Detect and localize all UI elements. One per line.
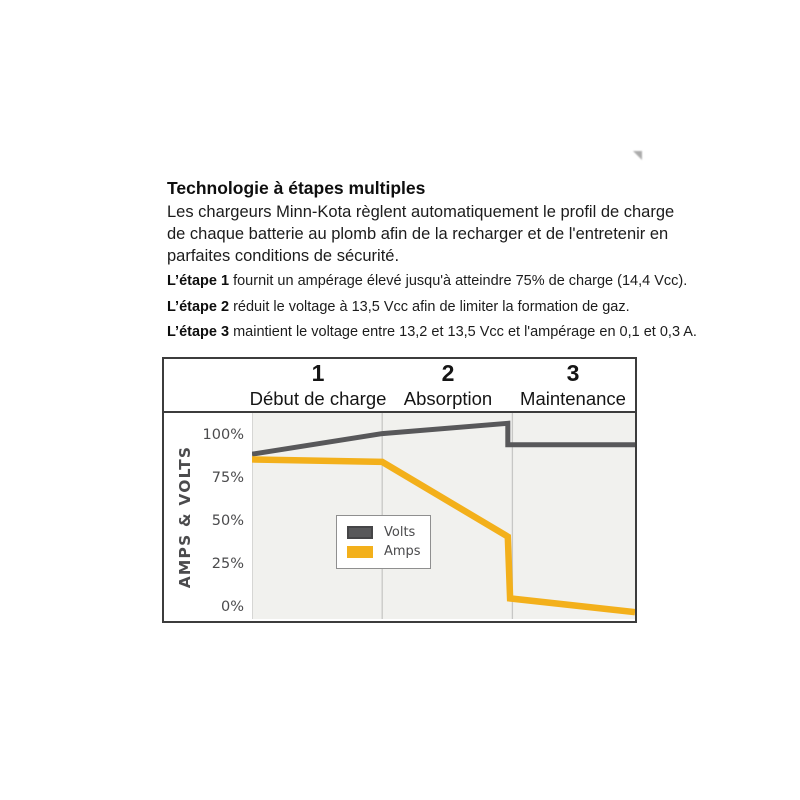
stage-1-number: 1 [311,360,325,386]
step-line-3 [167,320,697,346]
intro-line: parfaites conditions de sécurité. [167,247,400,265]
plot-area [252,413,635,619]
charge-profile-chart [162,357,637,623]
legend-item-volts [347,526,430,540]
steps-list [167,269,697,346]
stage-3-label: Maintenance [520,388,626,409]
volts-swatch [347,526,373,539]
step-3-text: maintient le voltage entre 13,2 et 13,5 Vcc et l'ampérage en 0,1 et 0,3 A. [233,324,697,340]
y-axis-ticks [164,413,248,619]
stage-2-number: 2 [441,360,455,386]
step-1-text: fournit un ampérage élevé jusqu'à atteindre 75% de charge (14,4 Vcc). [233,273,688,289]
amps-swatch [347,546,373,558]
y-axis-label: AMPS & VOLTS [176,445,194,589]
intro-line: de chaque batterie au plomb afin de la recharger et de l'entretenir en [167,225,669,243]
stage-1-label: Début de charge [249,388,387,409]
legend-item-amps [347,545,430,559]
stage-header-2 [404,360,492,410]
stage-2-label: Absorption [403,388,493,409]
y-tick-label: 25% [211,556,244,573]
corner-smudge-mark [633,151,642,160]
step-line-1 [167,269,697,295]
step-2-text: réduit le voltage à 13,5 Vcc afin de limiter la formation de gaz. [233,298,630,315]
step-3-label: L’étape 3 [167,324,230,340]
intro-line: Les chargeurs Minn-Kota règlent automatiquement le profil de charge [167,203,675,221]
stage-header-1 [250,360,387,410]
page-title: Technologie à étapes multiples [167,178,426,198]
chart-header [164,359,635,413]
chart-body [164,413,635,619]
y-tick-label: 100% [202,427,244,444]
volts-legend-label: Volts [384,524,416,540]
amps-legend-label: Amps [384,543,421,559]
stage-3-number: 3 [566,360,580,386]
chart-legend [336,515,431,569]
y-tick-label: 50% [211,513,244,530]
chart-lines [252,413,635,619]
step-1-label: L’étape 1 [167,273,230,289]
volts-line [252,423,635,454]
intro-paragraph [167,201,674,267]
stage-header-3 [520,360,626,410]
y-tick-label: 75% [211,470,244,487]
amps-line [252,459,635,612]
step-2-label: L’étape 2 [167,298,230,315]
step-line-2 [167,295,697,321]
y-tick-label: 0% [220,599,244,615]
